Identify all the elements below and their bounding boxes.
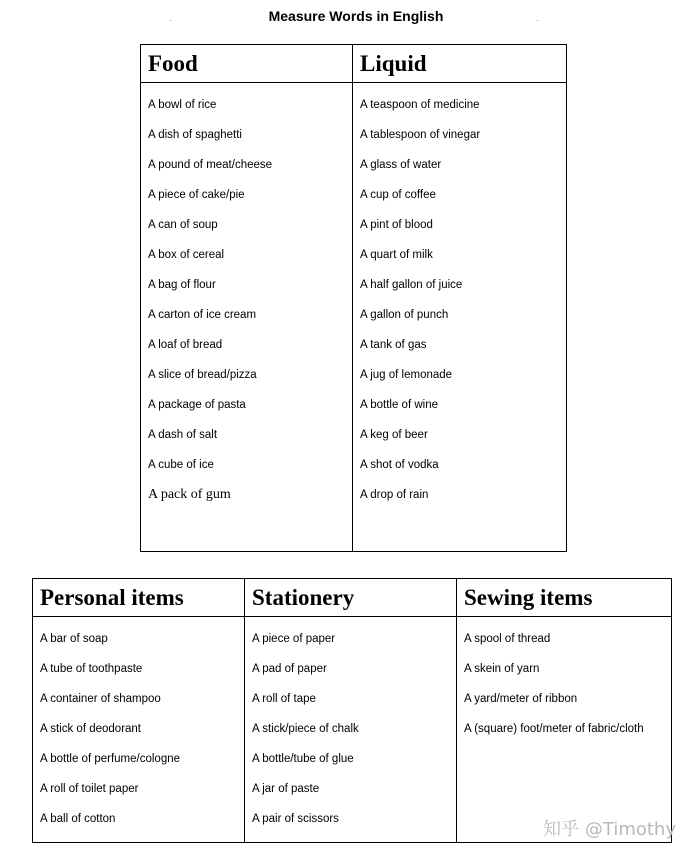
list-item: A dash of salt <box>148 429 218 441</box>
list-item: A tank of gas <box>360 339 427 351</box>
scan-speck <box>170 20 171 21</box>
list-item: A shot of vodka <box>360 459 439 471</box>
list-item: A stick/piece of chalk <box>252 723 359 735</box>
list-item: A loaf of bread <box>148 339 223 351</box>
stationery-list <box>245 617 457 843</box>
column-header-personal-items: Personal items <box>33 579 245 617</box>
list-item: A gallon of punch <box>360 309 449 321</box>
list-item: A piece of cake/pie <box>148 189 245 201</box>
list-item: A pound of meat/cheese <box>148 159 273 171</box>
list-item: A cube of ice <box>148 459 214 471</box>
column-header-food: Food <box>141 45 353 83</box>
list-item: A stick of deodorant <box>40 723 142 735</box>
table-body-row <box>33 617 672 843</box>
list-item: A bar of soap <box>40 633 108 645</box>
watermark: 知乎 @Timothy <box>543 819 676 840</box>
list-item: A box of cereal <box>148 249 225 261</box>
list-item: A can of soup <box>148 219 218 231</box>
list-item: A roll of tape <box>252 693 316 705</box>
list-item: A package of pasta <box>148 399 246 411</box>
list-item: A slice of bread/pizza <box>148 369 257 381</box>
list-item: A keg of beer <box>360 429 428 441</box>
list-item: A bottle of wine <box>360 399 438 411</box>
list-item: A skein of yarn <box>464 663 540 675</box>
food-list <box>141 83 353 552</box>
list-item: A (square) foot/meter of fabric/cloth <box>464 723 644 735</box>
list-item: A pack of gum <box>148 487 231 502</box>
list-item: A half gallon of juice <box>360 279 463 291</box>
items-table <box>32 578 672 843</box>
personal-items-list <box>33 617 245 843</box>
list-item: A yard/meter of ribbon <box>464 693 578 705</box>
page-title: Measure Words in English <box>268 8 444 24</box>
list-item: A teaspoon of medicine <box>360 99 480 111</box>
list-item: A jug of lemonade <box>360 369 453 381</box>
list-item: A carton of ice cream <box>148 309 257 321</box>
list-item: A jar of paste <box>252 783 320 795</box>
scan-speck <box>537 20 538 21</box>
list-item: A cup of coffee <box>360 189 436 201</box>
liquid-list <box>353 83 567 552</box>
table-body-row <box>141 83 567 552</box>
table-header-row <box>141 45 567 83</box>
list-item: A ball of cotton <box>40 813 116 825</box>
list-item: A tablespoon of vinegar <box>360 129 481 141</box>
list-item: A glass of water <box>360 159 442 171</box>
list-item: A spool of thread <box>464 633 551 645</box>
column-header-liquid: Liquid <box>353 45 567 83</box>
list-item: A drop of rain <box>360 489 429 501</box>
table-header-row <box>33 579 672 617</box>
list-item: A quart of milk <box>360 249 433 261</box>
sewing-items-list <box>457 617 672 843</box>
list-item: A piece of paper <box>252 633 336 645</box>
list-item: A dish of spaghetti <box>148 129 242 141</box>
list-item: A bowl of rice <box>148 99 217 111</box>
list-item: A bottle/tube of glue <box>252 753 354 765</box>
list-item: A pair of scissors <box>252 813 339 825</box>
list-item: A bag of flour <box>148 279 216 291</box>
food-liquid-table <box>140 44 567 552</box>
list-item: A pad of paper <box>252 663 327 675</box>
column-header-sewing-items: Sewing items <box>457 579 672 617</box>
list-item: A pint of blood <box>360 219 433 231</box>
list-item: A roll of toilet paper <box>40 783 139 795</box>
list-item: A container of shampoo <box>40 693 161 705</box>
list-item: A tube of toothpaste <box>40 663 143 675</box>
column-header-stationery: Stationery <box>245 579 457 617</box>
list-item: A bottle of perfume/cologne <box>40 753 181 765</box>
